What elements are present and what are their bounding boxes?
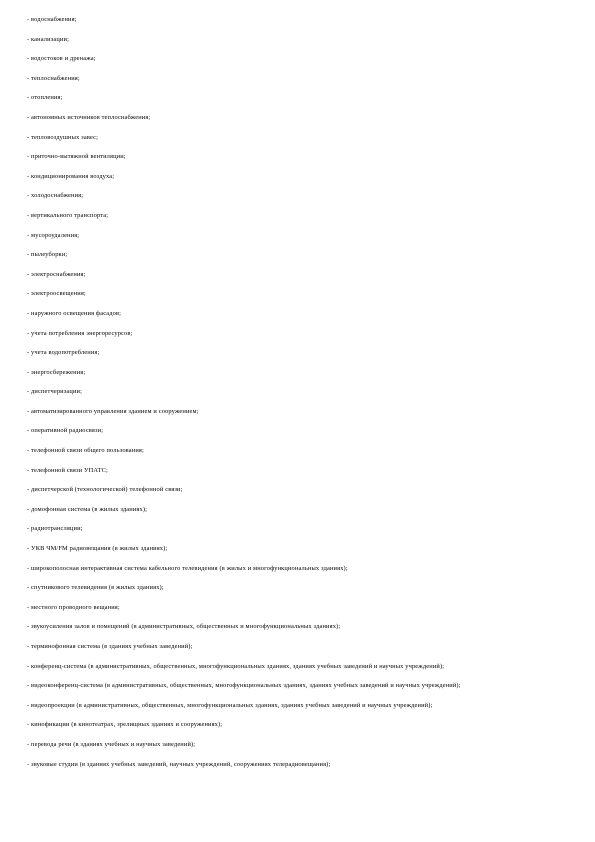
- list-item: - звукоусиления залов и помещений (в административных, общественных и многофункциональных зданиях);: [27, 623, 341, 631]
- list-item: - автоматизированного управления зданием и сооружением;: [27, 407, 199, 415]
- list-item: - кондиционирования воздуха;: [27, 172, 115, 180]
- list-item: - водостоков и дренажа;: [27, 55, 96, 63]
- list-item: - холодоснабжения;: [27, 192, 84, 200]
- list-item: - автономных источников теплоснабжения;: [27, 113, 151, 121]
- list-item: - УКВ ЧМ/FM радиовещания (в жилых зданиях);: [27, 545, 168, 553]
- list-item: - водоснабжения;: [27, 16, 77, 23]
- list-item: - оперативной радиосвязи;: [27, 427, 104, 435]
- list-item: - мусороудаления;: [27, 231, 80, 239]
- list-item: - диспетчерской (технологической) телефонной связи;: [27, 486, 183, 494]
- list-item: - домофонная система (в жилых зданиях);: [27, 505, 148, 513]
- list-item: - телефонной связи УПАТС;: [27, 466, 108, 474]
- list-item: - видеопроекции (в административных, общественных, многофункциональных зданиях, зданиях учебных заведений и научных учреждений);: [27, 701, 433, 709]
- requirements-list: [27, 16, 567, 780]
- list-item: - диспетчеризации;: [27, 388, 83, 396]
- list-item: - радиотрансляции;: [27, 525, 83, 533]
- list-item: - вертикального транспорта;: [27, 211, 109, 219]
- list-item: - учета потребления энергоресурсов;: [27, 329, 133, 337]
- list-item: - отопления;: [27, 94, 63, 102]
- list-item: - кинофикации (в кинотеатрах, зрелищных зданиях и сооружениях);: [27, 721, 223, 729]
- list-item: - наружного освещения фасадов;: [27, 309, 122, 317]
- list-item: - электроснабжения;: [27, 270, 86, 278]
- list-item: - спутникового телевидения (в жилых зданиях);: [27, 584, 164, 592]
- list-item: - конференц-система (в административных, общественных, многофункциональных зданиях, зданиях учебных заведений и научных учреждений);: [27, 662, 445, 670]
- list-item: - звуковые студии (в зданиях учебных заведений, научных учреждений, сооружениях телерадиовещания);: [27, 760, 331, 768]
- list-item: - широкополосная интерактивная система кабельного телевидения (в жилых и многофункциональных зданиях);: [27, 564, 348, 572]
- list-item: - приточно-вытяжной вентиляции;: [27, 153, 126, 161]
- list-item: - терминофонная система (в зданиях учебных заведений);: [27, 643, 193, 650]
- list-item: - канализации;: [27, 35, 69, 43]
- list-item: - пылеуборки;: [27, 251, 68, 259]
- list-item: - видеоконференц-система (в административных, общественных, многофункциональных зданиях, зданиях учебных заведений и научных учреждений);: [27, 682, 461, 690]
- list-item: - тепловоздушных завес;: [27, 133, 99, 141]
- list-item: - учета водопотребления;: [27, 349, 100, 357]
- list-item: - перевода речи (в зданиях учебных и научных заведений);: [27, 740, 196, 748]
- list-item: - электроосвещения;: [27, 290, 86, 298]
- list-item: - теплоснабжения;: [27, 74, 80, 82]
- list-item: - телефонной связи общего пользования;: [27, 447, 144, 455]
- list-item: - энергосбережения;: [27, 368, 86, 376]
- list-item: - местного проводного вещания;: [27, 603, 120, 611]
